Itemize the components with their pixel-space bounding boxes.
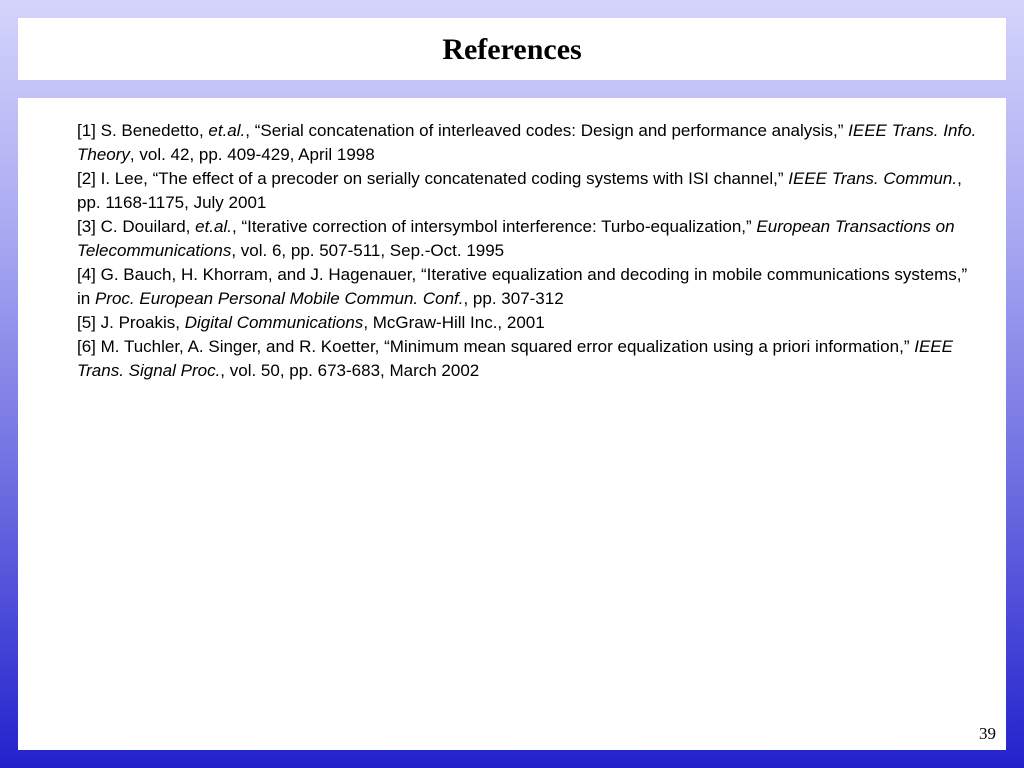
reference-venue: IEEE Trans. Signal Proc. (77, 337, 953, 380)
reference-item-1 (77, 119, 977, 167)
reference-venue: Proc. European Personal Mobile Commun. Conf. (94, 289, 464, 308)
reference-details: , McGraw-Hill Inc., 2001 (363, 313, 545, 332)
reference-number: [4] (77, 265, 96, 284)
reference-etal: et.al. (208, 121, 246, 140)
reference-authors: M. Tuchler, A. Singer, and R. Koetter, (100, 337, 385, 356)
slide-title: References (442, 33, 582, 66)
reference-separator: , (245, 121, 255, 140)
reference-venue: Digital Communications (184, 313, 364, 332)
reference-authors: S. Benedetto, (100, 121, 209, 140)
reference-title: “Minimum mean squared error equalization using a priori information,” (384, 337, 915, 356)
reference-number: [2] (77, 169, 96, 188)
content-panel (18, 98, 1006, 750)
reference-authors: J. Proakis, (100, 313, 185, 332)
reference-venue: IEEE Trans. Commun. (788, 169, 958, 188)
reference-venue: European Transactions on Telecommunications (77, 217, 955, 260)
reference-item-3 (77, 215, 977, 263)
reference-title: “The effect of a precoder on serially concatenated coding systems with ISI channel,” (152, 169, 789, 188)
reference-item-2 (77, 167, 977, 215)
reference-list (77, 119, 977, 383)
page-number: 39 (979, 724, 996, 743)
reference-number: [1] (77, 121, 96, 140)
reference-details: , pp. 307-312 (463, 289, 564, 308)
reference-details: , vol. 42, pp. 409-429, April 1998 (129, 145, 375, 164)
reference-number: [3] (77, 217, 96, 236)
reference-etal: et.al. (195, 217, 232, 236)
reference-authors: G. Bauch, H. Khorram, and J. Hagenauer, (100, 265, 421, 284)
reference-number: [5] (77, 313, 96, 332)
reference-details: , vol. 6, pp. 507-511, Sep.-Oct. 1995 (231, 241, 505, 260)
reference-details: , pp. 1168-1175, July 2001 (77, 169, 962, 212)
reference-item-5 (77, 311, 977, 335)
reference-authors: I. Lee, (100, 169, 153, 188)
reference-number: [6] (77, 337, 96, 356)
title-panel (18, 18, 1006, 80)
reference-title: “Iterative correction of intersymbol interference: Turbo-equalization,” (241, 217, 757, 236)
reference-item-4 (77, 263, 977, 311)
reference-authors: C. Douilard, (100, 217, 196, 236)
reference-separator: , (231, 217, 242, 236)
reference-venue: IEEE Trans. Info. Theory (77, 121, 977, 164)
reference-title: “Serial concatenation of interleaved codes: Design and performance analysis,” (254, 121, 849, 140)
reference-item-6 (77, 335, 977, 383)
reference-title: “Iterative equalization and decoding in mobile communications systems,” in (77, 265, 968, 308)
reference-details: , vol. 50, pp. 673-683, March 2002 (220, 361, 480, 380)
